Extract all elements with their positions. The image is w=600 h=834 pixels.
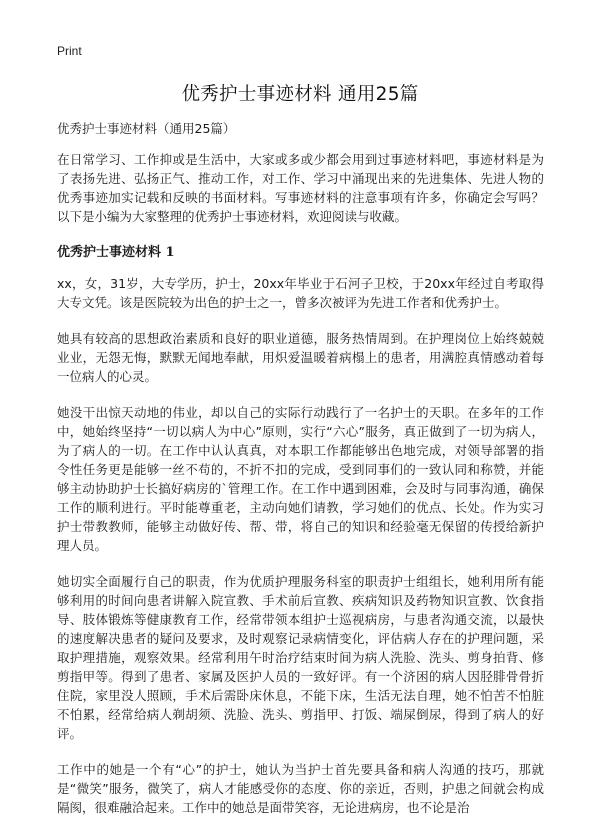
intro-paragraph: 在日常学习、工作抑或是生活中，大家或多或少都会用到过事迹材料吧，事迹材料是为了表扬先进、弘扬正气、推动工作，对工作、学习中涌现出来的先进集体、先进人物的优秀事迹加实记载和反映的书面材料。写事迹材料的注意事项有许多，你确定会写吗？以下是小编为大家整理的优秀护士事迹材料，欢迎阅读与收藏。 bbox=[57, 152, 544, 224]
body-paragraph: 她没干出惊天动地的伟业，却以自己的实际行动践行了一名护士的天职。在多年的工作中，她始终坚持“一切以病人为中心”原则，实行“六心”服务，真正做到了一切为病人，为了病人的一切。在工作中认认真真，对本职工作都能够出色地完成，对领导部署的指令性任务更是能够一丝不苟的，不折不扣的完成，受到同事们的一致认同和称赞，并能够主动协助护士长搞好病房的`管理工作。在工作中遇到困难，会及时与同事沟通，确保工作的顺利进行。平时能尊重老，主动向她们请教，学习她们的优点、长处。作为实习护士带教教师，能够主动做好传、帮、带，将自己的知识和经验毫无保留的传授给新护理人员。 bbox=[57, 405, 544, 553]
document-subtitle: 优秀护士事迹材料（通用25篇） bbox=[57, 121, 236, 136]
document-title: 优秀护士事迹材料 通用25篇 bbox=[181, 84, 419, 105]
body-paragraph: 工作中的她是一个有“心”的护士，她认为当护士首先要具备和病人沟通的技巧，那就是“微笑”服务，微笑了，病人才能感受你的态度、你的亲近，否则，护患之间就会构成隔阂，很难融洽起来。工作中的她总是面带笑容，无论进病房，也不论是治 bbox=[57, 762, 544, 815]
document-body bbox=[57, 119, 544, 834]
print-link[interactable]: Print bbox=[57, 44, 82, 58]
body-paragraph: xx，女，31岁，大专学历，护士，20xx年毕业于石河子卫校，于20xx年经过自考取得大专文凭。该是医院较为出色的护士之一，曾多次被评为先进工作者和优秀护士。 bbox=[57, 276, 544, 310]
body-paragraph: 她具有较高的思想政治素质和良好的职业道德，服务热情周到。在护理岗位上始终兢兢业业，无怨无悔，默默无闻地奉献，用炽爱温暖着病榻上的患者，用满腔真情感动着每一位病人的心灵。 bbox=[57, 331, 544, 384]
body-paragraph: 她切实全面履行自己的职责，作为优质护理服务科室的职责护士组组长，她利用所有能够利用的时间向患者讲解入院宣教、手术前后宣教、疾病知识及药物知识宣教、饮食指导、肢体锻炼等健康教育工作，经常带领本组护士巡视病房，与患者沟通交流，以最快的速度解决患者的疑问及要求，及时观察记录病情变化，评估病人存在的护理问题，采取护理措施，观察效果。经常利用午时治疗结束时间为病人洗脸、洗头、剪身拍背、修剪指甲等。得到了患者、家属及医护人员的一致好评。有一个济困的病人因胫腓骨骨折住院，家里没人照顾，手术后需卧床休息，不能下床，生活无法自理，她不怕苦不怕脏不怕累，经常给病人剃胡须、洗脸、洗头、剪指甲、打饭、端屎倒尿，得到了病人的好评。 bbox=[57, 574, 544, 741]
section-heading: 优秀护士事迹材料 1 bbox=[57, 245, 175, 260]
